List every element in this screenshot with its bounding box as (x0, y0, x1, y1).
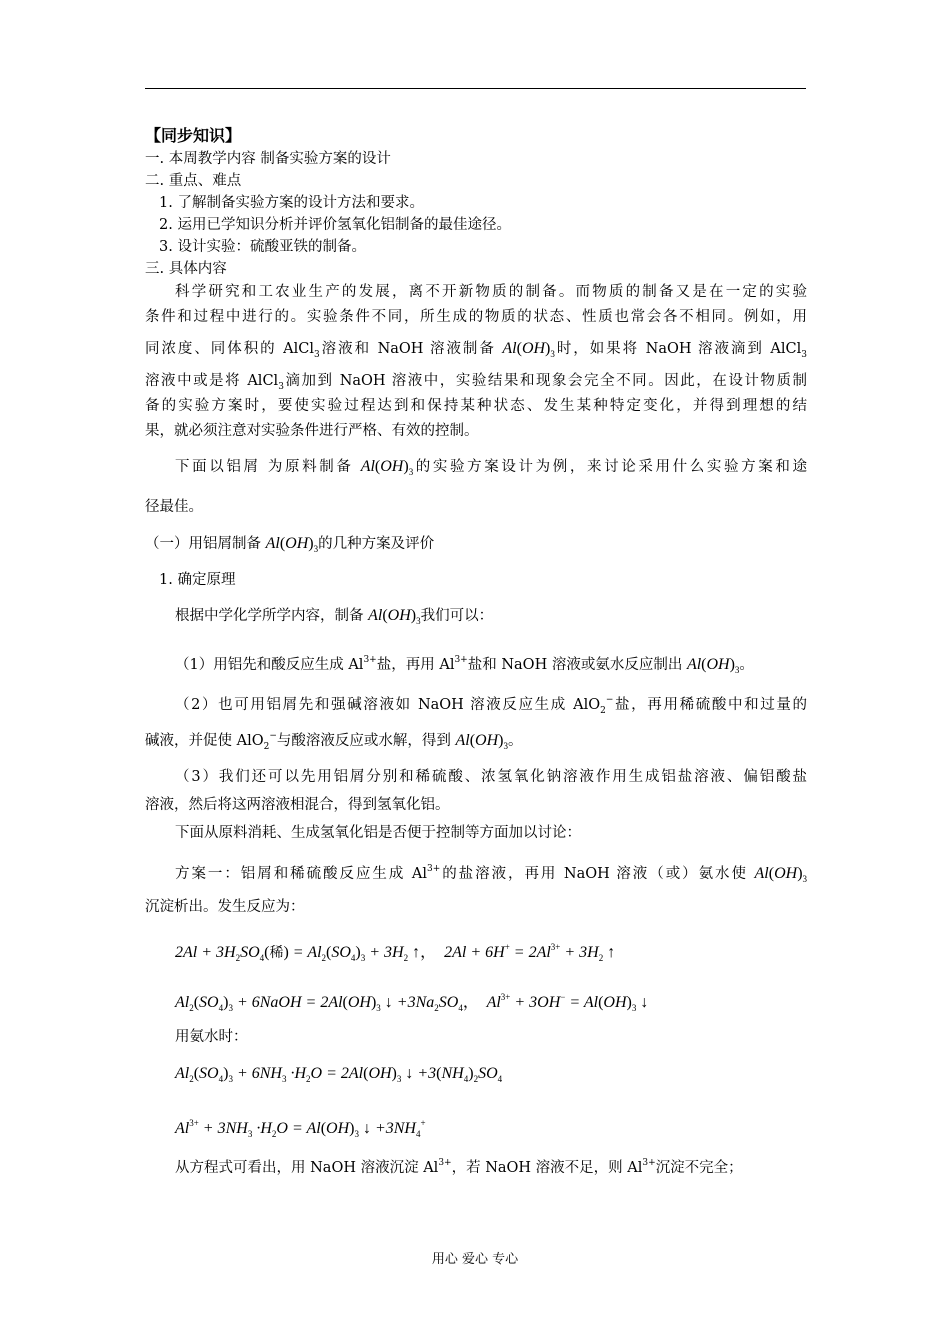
option-3-line2: 溶液，然后将这两溶液相混合，得到氢氧化铝。 (145, 797, 450, 813)
header-rule (145, 88, 806, 89)
equation-3: $Al_2(SO_4)_3 + 6NH_3 \cdot H_2O = 2Al(OH)_3$ ↓ $+3(NH_4)_2SO_4$ (175, 1065, 503, 1084)
ammonia-label: 用氨水时： (175, 1029, 248, 1045)
equation-4: $Al^{3+} + 3NH_3 \cdot H_2O = Al(OH)_3$ ↓ $+3NH_4^+$ (175, 1118, 426, 1139)
formula-al-oh-3: $Al(OH)_3$ (265, 535, 319, 554)
option-1: （1）用铝先和酸反应生成 $Al^{3+}$盐，再用 $Al^{3+}$盐和 NaOH 溶液或氨水反应制出 $Al(OH)_3$。 (175, 655, 754, 675)
para1-line3: 同浓度、同体积的 AlCl$_3$溶液和 NaOH 溶液制备 $Al(OH)_3$时，如果将 NaOH 溶液滴到 AlCl$_3$ (145, 340, 807, 360)
formula-al-oh-3: $Al(OH)_3$ (360, 458, 414, 477)
formula-al-oh-3: $Al(OH)_3$ (686, 656, 740, 675)
option-2-line1: （2）也可用铝屑先和强碱溶液如 NaOH 溶液反应生成 AlO$_2$−盐，再用稀硫酸中和过量的 (175, 695, 808, 716)
para1-line4: 溶液中或是将 AlCl$_3$滴加到 NaOH 溶液中，实验结果和现象会完全不同。因此，在设计物质制 (145, 373, 807, 392)
para2-line2: 径最佳。 (145, 499, 203, 515)
point-2: 2. 运用已学知识分析并评价氢氧化铝制备的最佳途径。 (159, 217, 511, 233)
heading-3: 三. 具体内容 (145, 261, 227, 277)
formula-al-oh-3: $Al(OH)_3$ (502, 340, 555, 359)
option-3-line1: （3）我们还可以先用铝屑分别和稀硫酸、浓氢氧化钠溶液作用生成铝盐溶液、偏铝酸盐 (175, 769, 807, 785)
option-2-line2: 碱液，并促使 AlO$_2$−与酸溶液反应或水解，得到 $Al(OH)_3$。 (145, 731, 523, 752)
section-title: 【同步知识】 (145, 126, 242, 145)
heading-1: 一. 本周教学内容 制备实验方案的设计 (145, 151, 391, 167)
point-3: 3. 设计实验：硫酸亚铁的制备。 (159, 239, 366, 255)
para1-line6: 果，就必须注意对实验条件进行严格、有效的控制。 (145, 423, 479, 439)
discussion-intro: 下面从原料消耗、生成氢氧化铝是否便于控制等方面加以讨论： (175, 825, 581, 841)
point-1: 1. 了解制备实验方案的设计方法和要求。 (159, 195, 424, 211)
para1-line1: 科学研究和工农业生产的发展，离不开新物质的制备。而物质的制备又是在一定的实验 (175, 284, 807, 300)
formula-al-oh-3: $Al(OH)_3$ (455, 732, 508, 751)
page-footer: 用心 爱心 专心 (431, 1252, 519, 1267)
equation-1: $2Al + 3H_2SO_4$(稀) = $Al_2(SO_4)_3 + 3H_2$ ↑， $2Al + 6H^+ = 2Al^{3+} + 3H_2$ ↑ (175, 942, 616, 963)
document-body (145, 124, 807, 1178)
para1-line2: 条件和过程中进行的。实验条件不同，所生成的物质的状态、性质也常会各不相同。例如，用 (145, 309, 807, 325)
para1-line5: 备的实验方案时，要使实验过程达到和保持某种状态、发生某种特定变化，并得到理想的结 (145, 398, 807, 414)
heading-2: 二. 重点、难点 (145, 173, 242, 189)
subsection-1-title: （一）用铝屑制备 $Al(OH)_3$的几种方案及评价 (145, 535, 435, 554)
plan-1-line1: 方案一：铝屑和稀硫酸反应生成 $Al^{3+}$的盐溶液，再用 NaOH 溶液（或）氨水使 $Al(OH)_3$ (175, 864, 808, 884)
plan-1-line2: 沉淀析出。发生反应为： (145, 899, 305, 915)
subsection-1-1: 1. 确定原理 (159, 572, 236, 588)
para2-line1: 下面以铝屑 为原料制备 $Al(OH)_3$的实验方案设计为例，来讨论采用什么实验方案和途 (175, 458, 808, 477)
conclusion-line: 从方程式可看出，用 NaOH 溶液沉淀 $Al^{3+}$，若 NaOH 溶液不足，则 $Al^{3+}$沉淀不完全； (175, 1158, 743, 1176)
formula-al-oh-3: $Al(OH)_3$ (754, 865, 808, 884)
equation-2: $Al_2(SO_4)_3$ + 6NaOH = $2Al(OH)_3$ ↓ $+3Na_2SO_4$， $Al^{3+} + 3OH^- = Al(OH)_3$ ↓ (175, 992, 649, 1013)
principle-intro: 根据中学化学所学内容，制备 $Al(OH)_3$我们可以： (175, 607, 494, 626)
formula-al-oh-3: $Al(OH)_3$ (368, 607, 421, 626)
